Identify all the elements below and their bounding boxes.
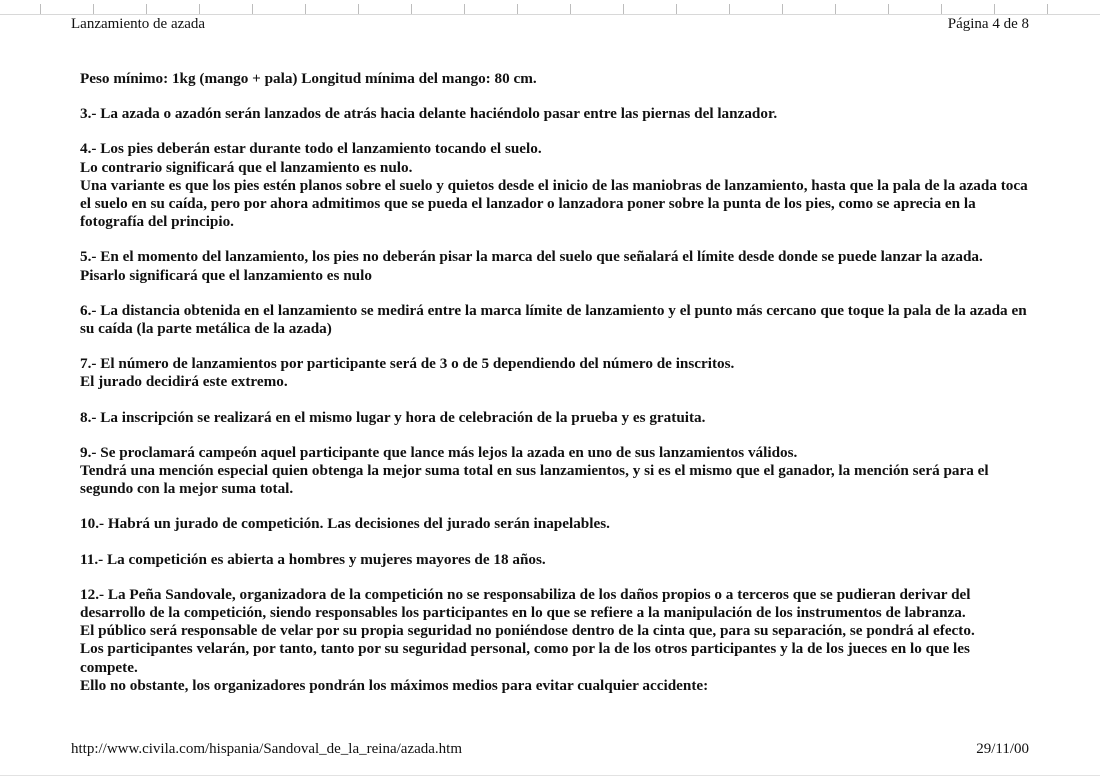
- paragraph-line: 12.- La Peña Sandovale, organizadora de la competición no se responsabiliza de los daños propios o a terceros que se pudieran derivar del desarrollo de la competición, siendo responsables los participantes en lo que se refiere a la manipulación de los instrumentos de labranza.: [80, 585, 971, 622]
- paragraph-line: El jurado decidirá este extremo.: [80, 373, 288, 391]
- paragraph-line: 5.- En el momento del lanzamiento, los pies no deberán pisar la marca del suelo que señalará el límite desde donde se puede lanzar la azada.: [80, 248, 983, 266]
- scan-bottom-edge: [0, 775, 1100, 776]
- paragraph-line: 8.- La inscripción se realizará en el mismo lugar y hora de celebración de la prueba y es gratuita.: [80, 408, 706, 426]
- paragraph: [80, 140, 1030, 231]
- paragraph: [80, 355, 1030, 391]
- paragraph-line: 11.- La competición es abierta a hombres y mujeres mayores de 18 años.: [80, 550, 546, 568]
- footer-date: 29/11/00: [976, 741, 1029, 757]
- paragraph-line: 7.- El número de lanzamientos por participante será de 3 o de 5 dependiendo del número de inscritos.: [80, 355, 735, 373]
- scan-edge: [0, 0, 1100, 15]
- paragraph: [80, 302, 1030, 338]
- paragraph-line: Los participantes velarán, por tanto, tanto por su seguridad personal, como por la de los otros participantes y la de los jueces en lo que les compete.: [80, 640, 970, 676]
- paragraph: [80, 444, 1030, 499]
- page-header-title: Lanzamiento de azada: [71, 16, 206, 32]
- paragraph: [80, 409, 1030, 427]
- paragraph-line: 10.- Habrá un jurado de competición. Las decisiones del jurado serán inapelables.: [80, 515, 610, 533]
- paragraph-line: Ello no obstante, los organizadores pondrán los máximos medios para evitar cualquier accidente:: [80, 676, 709, 694]
- paragraph-line: 6.- La distancia obtenida en el lanzamiento se medirá entre la marca límite de lanzamiento y el punto más cercano que toque la pala de la azada en su caída (la parte metálica de la azada): [80, 301, 1027, 338]
- paragraph: [80, 248, 1030, 284]
- paragraph-line: 3.- La azada o azadón serán lanzados de atrás hacia delante haciéndolo pasar entre las piernas del lanzador.: [80, 105, 778, 123]
- paragraph-line: 9.- Se proclamará campeón aquel participante que lance más lejos la azada en uno de sus lanzamientos válidos.: [80, 443, 798, 461]
- document-body: [80, 70, 1030, 712]
- paragraph: [80, 515, 1030, 533]
- paragraph-line: Peso mínimo: 1kg (mango + pala) Longitud mínima del mango: 80 cm.: [80, 70, 537, 87]
- paragraph-line: Pisarlo significará que el lanzamiento es nulo: [80, 266, 372, 284]
- paragraph-line: Tendrá una mención especial quien obtenga la mejor suma total en sus lanzamientos, y si es el mismo que el ganador, la mención será para el segundo con la mejor suma total.: [80, 462, 989, 498]
- paragraph: [80, 586, 1030, 695]
- paragraph-line: Una variante es que los pies estén planos sobre el suelo y quietos desde el inicio de las maniobras de lanzamiento, hasta que la pala de la azada toca el suelo en su caída, pero por ahora admitimos que se pueda el lanzador o lanzadora poner sobre la punta de los pies, como se aprecia en la fotografía del principio.: [80, 176, 1028, 231]
- paragraph: [80, 551, 1030, 569]
- paragraph-line: El público será responsable de velar por su propia seguridad no poniéndose dentro de la cinta que, para su separación, se pondrá al efecto.: [80, 622, 975, 640]
- page-number: Página 4 de 8: [947, 16, 1029, 32]
- paragraph-line: Lo contrario significará que el lanzamiento es nulo.: [80, 158, 413, 176]
- paragraph: [80, 70, 1030, 88]
- footer-url[interactable]: http://www.civila.com/hispania/Sandoval_de_la_reina/azada.htm: [71, 741, 462, 757]
- paragraph-line: 4.- Los pies deberán estar durante todo el lanzamiento tocando el suelo.: [80, 140, 542, 158]
- paragraph: [80, 105, 1030, 123]
